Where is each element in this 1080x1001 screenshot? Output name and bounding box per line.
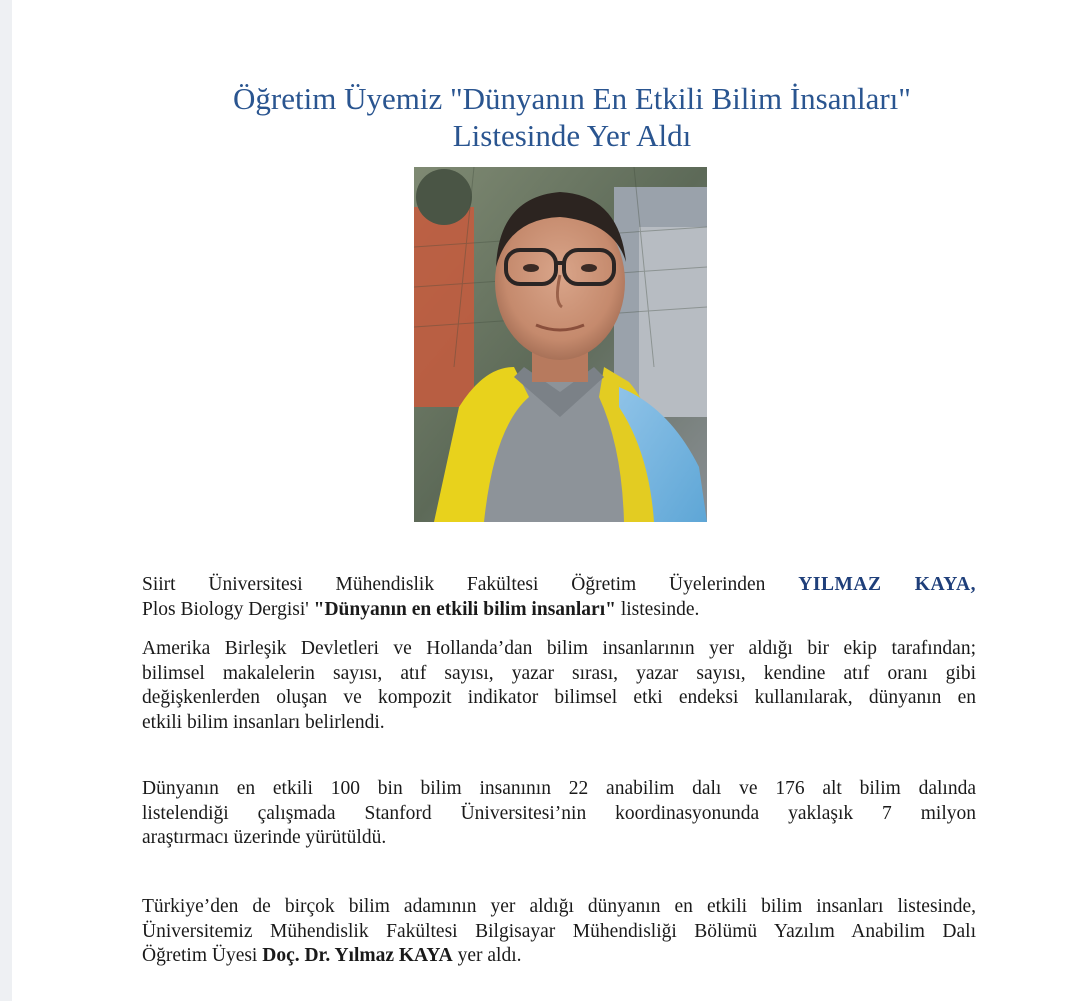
study-line-2: listelendiği çalışmada Stanford Üniversitesi’nin koordinasyonunda yaklaşık 7 milyon [142,802,976,824]
journal-name: Plos Biology Dergisi' [142,598,309,620]
page-margin [0,0,12,1001]
intro-line-2-suffix: listesinde. [620,598,700,620]
turkey-line-3 [142,944,976,969]
paragraph-study [142,777,976,851]
method-line-1: Amerika Birleşik Devletleri ve Hollanda’dan bilim insanlarının yer aldığı bir ekip tarafından; [142,638,976,659]
study-line-1: Dünyanın en etkili 100 bin bilim insanının 22 anabilim dalı ve 176 alt bilim dalında [142,778,976,799]
portrait-photo [414,167,707,522]
intro-line-2 [142,598,976,623]
faculty-member-name: Doç. Dr. Yılmaz KAYA [262,945,453,966]
turkey-line-3-prefix: Öğretim Üyesi [142,945,258,966]
turkey-line-2: Üniversitemiz Mühendislik Fakültesi Bilgisayar Mühendisliği Bölümü Yazılım Anabilim Dalı [142,920,976,942]
intro-line-1-text: Siirt Üniversitesi Mühendislik Fakültesi Öğretim Üyelerinden [142,574,766,595]
intro-line-1 [142,573,976,598]
document-page [12,0,1080,1001]
turkey-line-3-suffix: yer aldı. [457,945,522,966]
highlighted-name: YILMAZ KAYA, [798,574,976,595]
paragraph-turkey [142,895,976,969]
list-title-bold: "Dünyanın en etkili bilim insanları" [313,598,616,620]
article-title-line-2: Listesinde Yer Aldı [452,118,692,153]
article-title-line-1: Öğretim Üyemiz "Dünyanın En Etkili Bilim İnsanları" [233,81,911,116]
method-line-2: bilimsel makalelerin sayısı, atıf sayısı, yazar sırası, yazar sayısı, kendine atıf oranı gibi [142,662,976,684]
paragraph-method [142,637,976,735]
study-line-3: araştırmacı üzerinde yürütüldü. [142,827,387,848]
turkey-line-1: Türkiye’den de birçok bilim adamının yer aldığı dünyanın en etkili bilim insanları listesinde, [142,896,976,917]
method-line-3: değişkenlerden oluşan ve kompozit indikator bilimsel etki endeksi kullanılarak, dünyanın en [142,687,976,708]
method-line-4: etkili bilim insanları belirlendi. [142,711,385,733]
paragraph-intro [142,573,976,622]
